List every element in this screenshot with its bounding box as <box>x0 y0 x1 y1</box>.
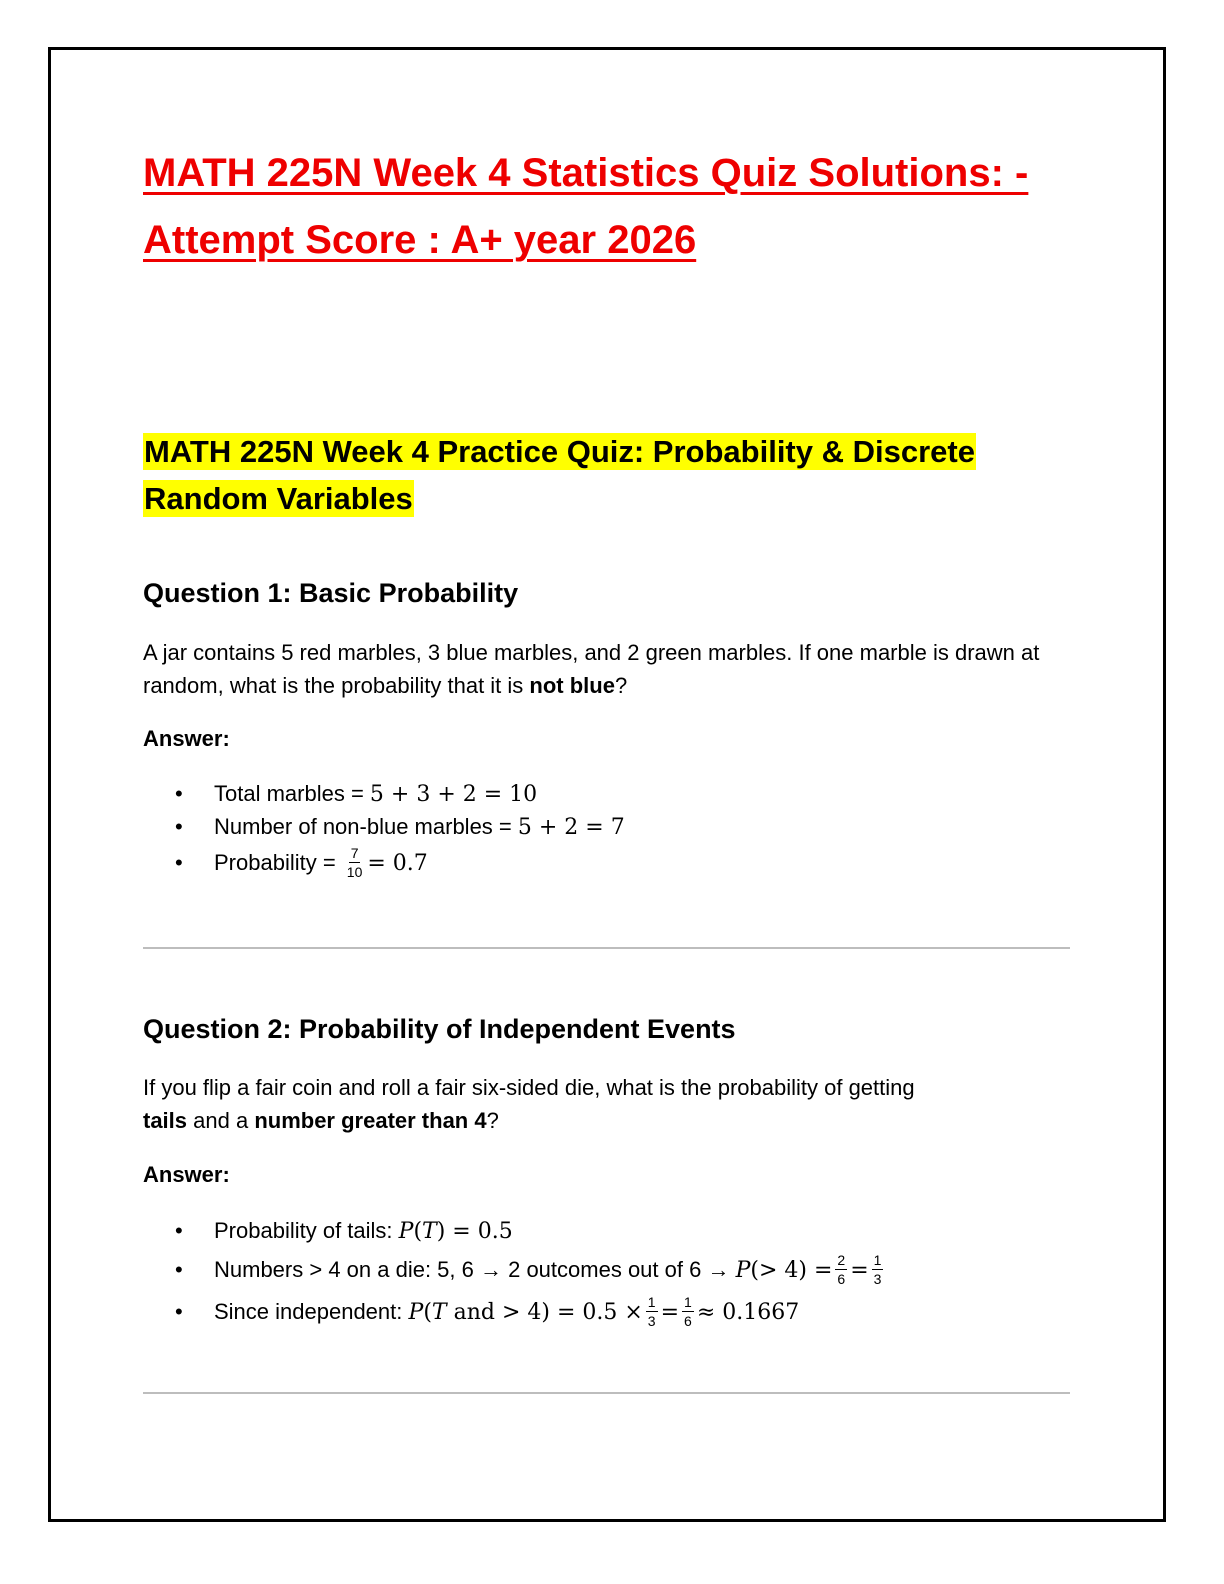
q1-probability-result: = 0.7 <box>367 851 428 876</box>
math-var-P: P <box>735 1258 751 1283</box>
document-title <box>143 140 1083 274</box>
q1-fraction-denominator: 10 <box>346 863 363 880</box>
section-heading-line1: MATH 225N Week 4 Practice Quiz: Probability & Discrete <box>144 434 975 469</box>
math-open-paren: ( <box>413 1219 423 1244</box>
question-1-text-main: A jar contains 5 red marbles, 3 blue marbles, and 2 green marbles. If one marble is drawn at random, what is the probability that it is <box>143 640 1040 698</box>
q2-die-label: Numbers > 4 on a die: 5, 6 → 2 outcomes out of 6 → <box>214 1257 736 1282</box>
fraction-denominator: 6 <box>837 1270 846 1287</box>
q2-die-math <box>736 1258 833 1283</box>
math-var-P: P <box>398 1219 414 1244</box>
question-1-answer-list <box>170 777 625 883</box>
math-var-T: T <box>431 1300 447 1325</box>
fraction-numerator: 1 <box>873 1251 882 1268</box>
question-2-text-bold-number: number greater than 4 <box>254 1108 487 1133</box>
list-item <box>170 810 625 843</box>
fraction-denominator: 3 <box>873 1270 882 1287</box>
list-item <box>170 843 625 883</box>
q1-nonblue-label: Number of non-blue marbles = <box>214 814 518 839</box>
q1-probability-label: Probability = <box>214 850 342 875</box>
q2-independent-label: Since independent: <box>214 1299 409 1324</box>
math-open-paren: ( <box>423 1300 432 1325</box>
q1-total-label: Total marbles = <box>214 781 370 806</box>
math-equals: = <box>660 1300 680 1325</box>
q2-independent-fraction-2 <box>682 1295 694 1328</box>
section-heading-line2: Random Variables <box>144 481 413 516</box>
math-and: and <box>446 1300 502 1325</box>
math-rest: ) = 0.5 <box>436 1219 513 1244</box>
q1-nonblue-math: 5 + 2 = 7 <box>517 815 625 840</box>
question-1-text-bold: not blue <box>529 673 615 698</box>
q2-independent-fraction-1 <box>646 1295 658 1328</box>
question-2-text-mid: and a <box>187 1108 255 1133</box>
list-item <box>170 1213 886 1249</box>
divider-1 <box>143 947 1070 949</box>
fraction-denominator: 3 <box>647 1312 656 1329</box>
list-item <box>170 777 625 810</box>
fraction-denominator: 6 <box>684 1312 692 1329</box>
math-arg: (> 4) = <box>750 1258 833 1283</box>
question-2-text-end: ? <box>486 1108 499 1133</box>
document-title-line1: MATH 225N Week 4 Statistics Quiz Solutions: - <box>143 151 1029 195</box>
list-item <box>170 1291 886 1333</box>
question-2-heading: Question 2: Probability of Independent Events <box>143 1014 736 1044</box>
math-equals: = <box>850 1258 869 1283</box>
q2-independent-result: ≈ 0.1667 <box>696 1300 800 1325</box>
question-1-heading: Question 1: Basic Probability <box>143 578 519 608</box>
question-1-text-end: ? <box>614 673 628 698</box>
document-title-line2: Attempt Score : A+ year 2026 <box>143 218 697 262</box>
q1-total-math: 5 + 3 + 2 = 10 <box>369 782 538 807</box>
question-1-text <box>143 636 1043 702</box>
fraction-numerator: 1 <box>647 1293 656 1310</box>
q2-independent-math <box>409 1300 643 1325</box>
list-item <box>170 1249 886 1291</box>
divider-2 <box>143 1392 1070 1394</box>
question-1-answer-label: Answer: <box>143 726 230 751</box>
question-2-answer-label: Answer: <box>143 1162 230 1187</box>
math-var-T: T <box>422 1219 437 1244</box>
q2-die-fraction-1 <box>835 1253 847 1286</box>
q2-tails-math <box>399 1219 513 1244</box>
math-var-P: P <box>408 1300 424 1325</box>
fraction-numerator: 1 <box>684 1293 692 1310</box>
question-2-text <box>143 1071 923 1137</box>
q1-fraction-numerator: 7 <box>350 844 359 861</box>
question-2-text-main: If you flip a fair coin and roll a fair six-sided die, what is the probability of getting <box>143 1075 915 1100</box>
fraction-numerator: 2 <box>837 1251 846 1268</box>
q1-probability-fraction <box>345 846 365 879</box>
question-2-answer-list <box>170 1213 886 1333</box>
math-rest: > 4) = 0.5 × <box>501 1300 643 1325</box>
section-heading <box>143 428 1043 522</box>
q2-die-fraction-2 <box>872 1253 884 1286</box>
question-2-text-bold-tails: tails <box>143 1108 188 1133</box>
q2-tails-label: Probability of tails: <box>214 1218 399 1243</box>
